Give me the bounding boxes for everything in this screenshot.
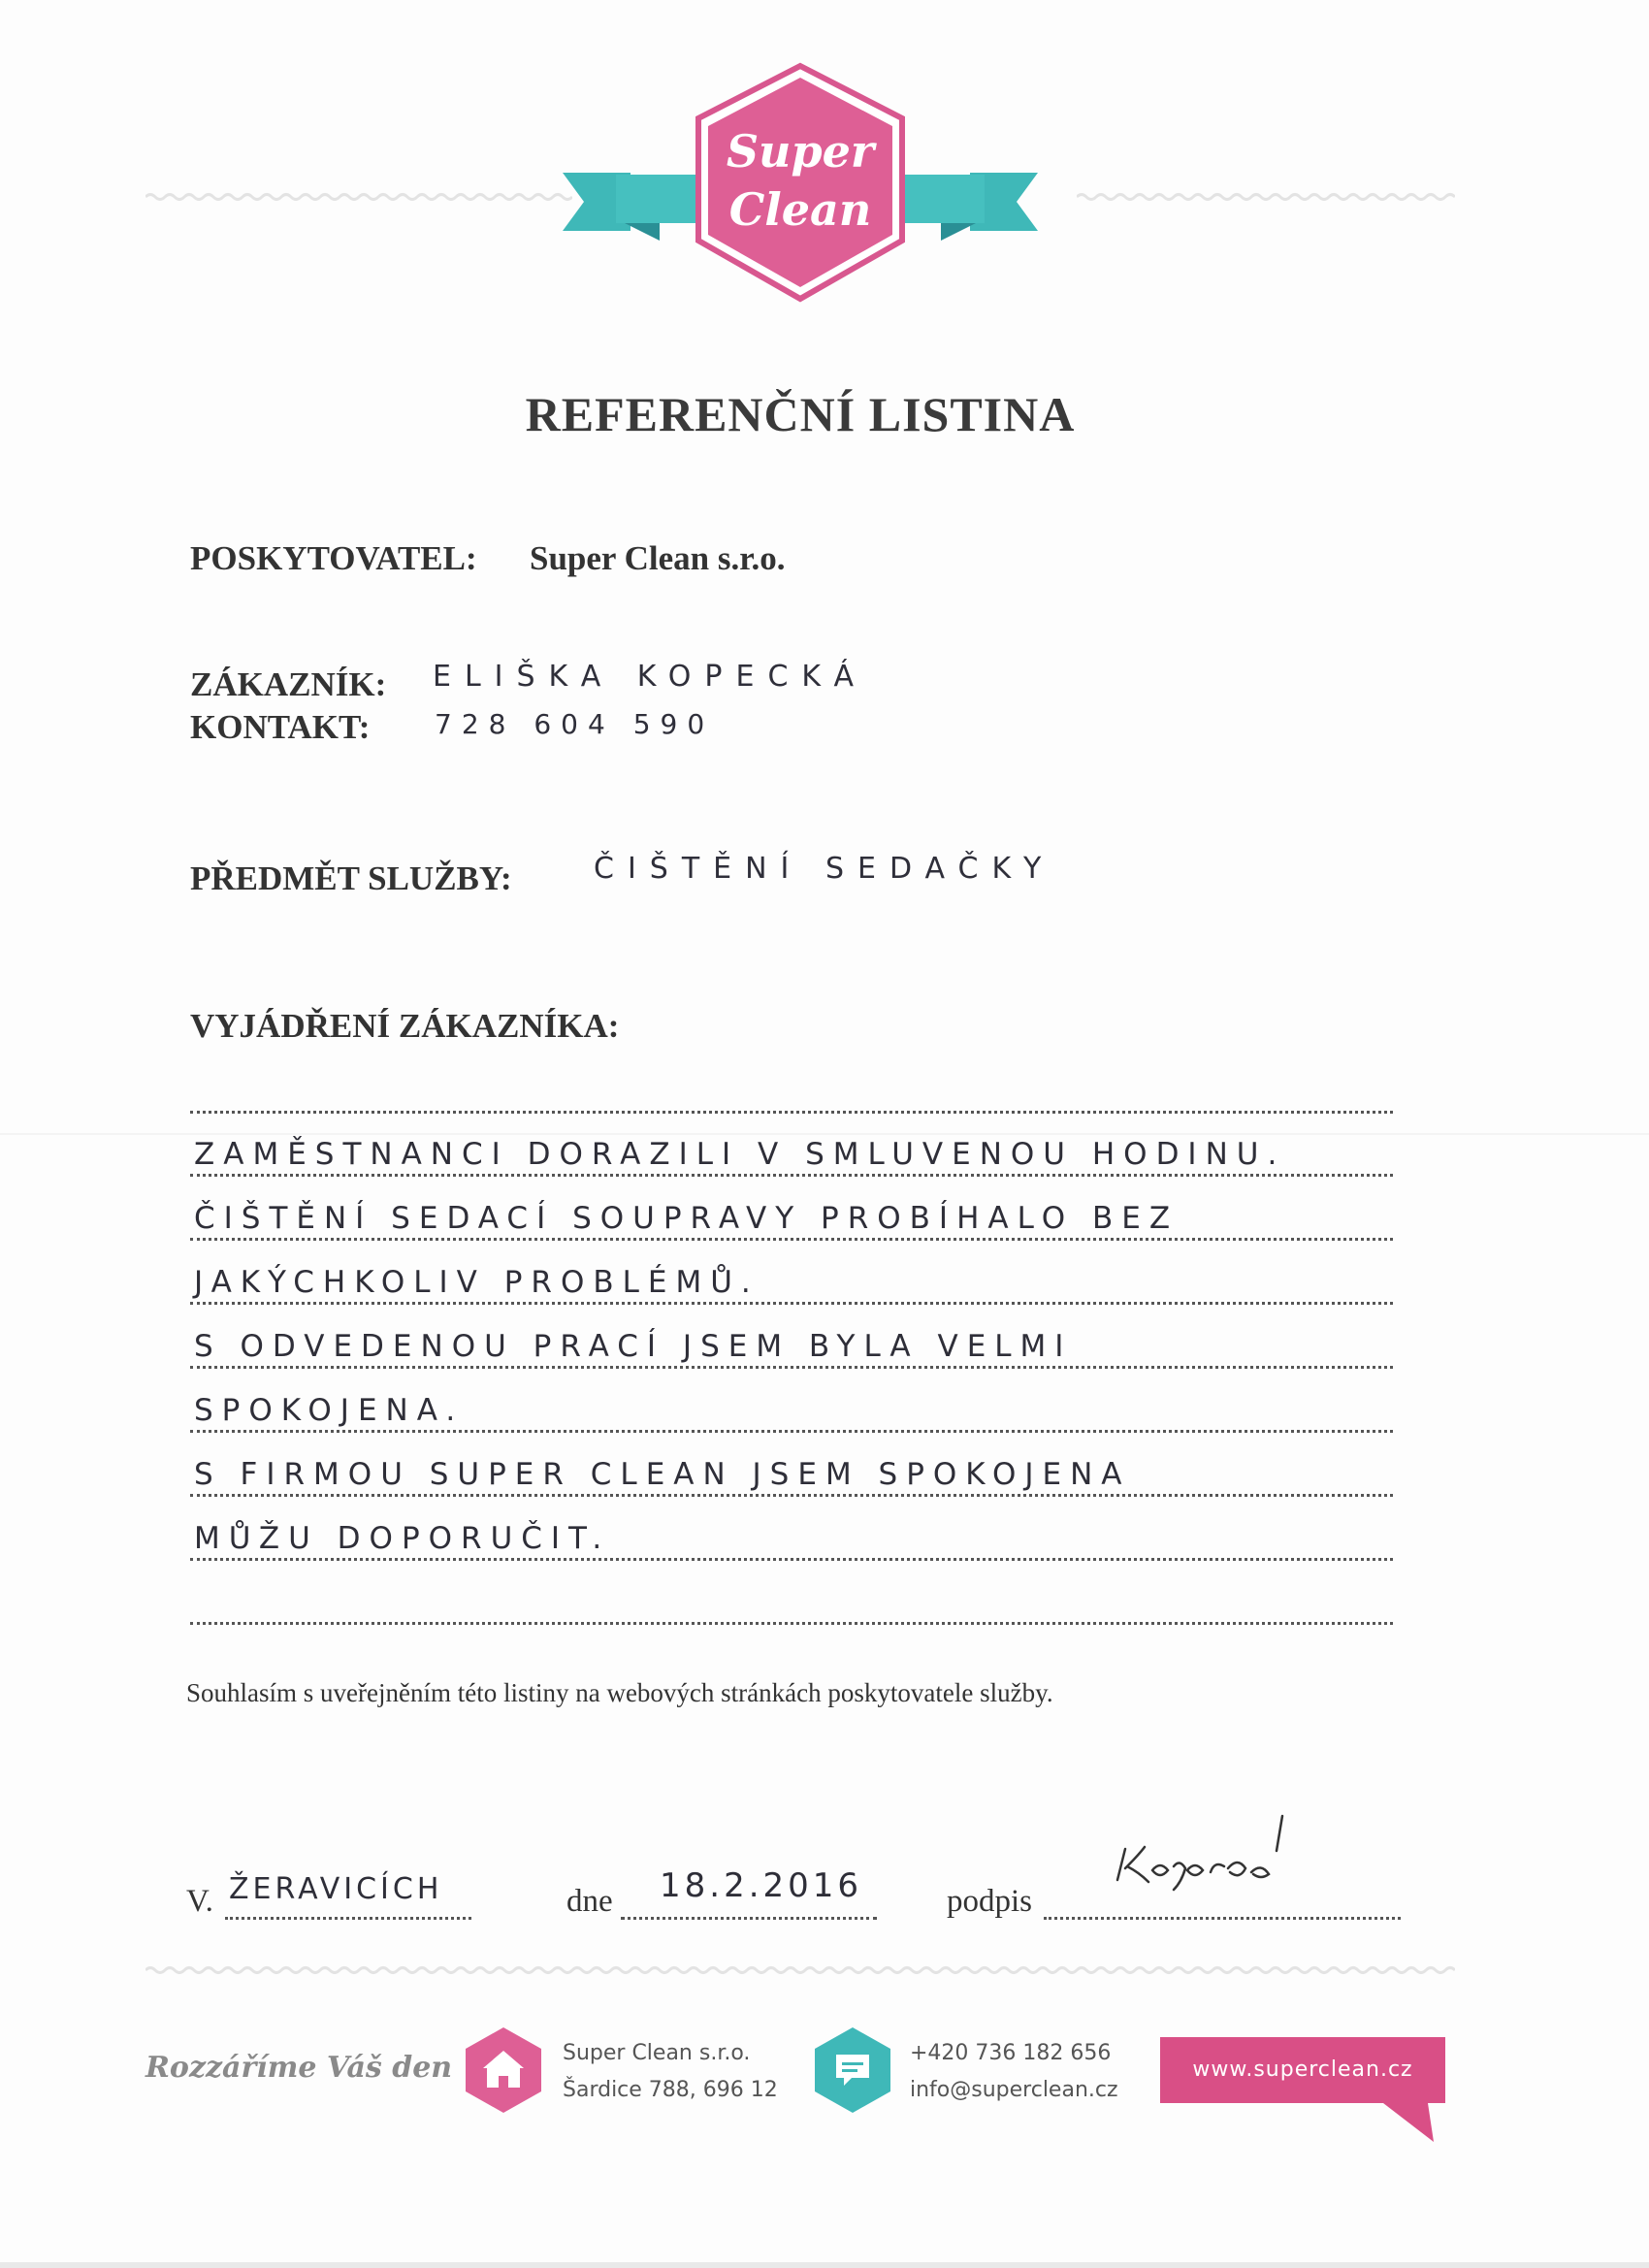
date-dots <box>621 1917 877 1920</box>
statement-line <box>190 1174 1393 1177</box>
chat-bubble-icon <box>813 2025 892 2115</box>
statement-line <box>190 1302 1393 1305</box>
statement-line <box>190 1622 1393 1625</box>
statement-line-text: JAKÝCHKOLIV PROBLÉMŮ. <box>194 1265 760 1300</box>
provider-label: POSKYTOVATEL: <box>190 539 477 577</box>
subject-value: ČIŠTĚNÍ SEDAČKY <box>594 852 1055 886</box>
signature-label: podpis <box>947 1884 1033 1919</box>
statement-line <box>190 1111 1393 1114</box>
paper-crease <box>0 1133 1649 1135</box>
statement-line <box>190 1366 1393 1369</box>
footer-wave <box>146 1963 1455 1977</box>
statement-line-text: ČIŠTĚNÍ SEDACÍ SOUPRAVY PROBÍHALO BEZ <box>194 1201 1180 1236</box>
statement-line-text: MŮŽU DOPORUČIT. <box>194 1521 611 1556</box>
place-dots <box>225 1917 471 1920</box>
footer-email[interactable]: info@superclean.cz <box>910 2078 1118 2102</box>
home-icon <box>464 2025 543 2115</box>
contact-value: 728 604 590 <box>435 708 715 740</box>
footer-contact <box>910 2035 1118 2109</box>
scan-edge <box>0 2262 1649 2268</box>
footer-phone[interactable]: +420 736 182 656 <box>910 2041 1112 2065</box>
statement-line <box>190 1494 1393 1497</box>
statement-label: VYJÁDŘENÍ ZÁKAZNÍKA: <box>190 1007 620 1045</box>
footer-slogan: Rozzáříme Váš den <box>146 2051 453 2085</box>
customer-value: ELIŠKA KOPECKÁ <box>433 660 868 694</box>
footer-company-address: Šardice 788, 696 12 <box>563 2078 778 2102</box>
date-value: 18.2.2016 <box>660 1866 863 1905</box>
website-link[interactable]: www.superclean.cz <box>1192 2057 1413 2082</box>
statement-line-text: ZAMĚSTNANCI DORAZILI V SMLUVENOU HODINU. <box>194 1137 1286 1172</box>
footer-company-name: Super Clean s.r.o. <box>563 2041 751 2065</box>
statement-line-text: S ODVEDENOU PRACÍ JSEM BYLA VELMI <box>194 1329 1073 1364</box>
logo-text-clean: Clean <box>728 183 872 236</box>
statement-line-text: S FIRMOU SUPER CLEAN JSEM SPOKOJENA <box>194 1457 1131 1492</box>
signature <box>1106 1812 1319 1899</box>
logo-text-super: Super <box>726 125 875 178</box>
statement-line <box>190 1430 1393 1433</box>
consent-text: Souhlasím s uveřejněním této listiny na webových stránkách poskytovatele služby. <box>186 1678 1053 1707</box>
header-wave-left <box>146 190 572 204</box>
place-label: V. <box>186 1884 213 1919</box>
subject-label: PŘEDMĚT SLUŽBY: <box>190 859 512 897</box>
statement-line-text: SPOKOJENA. <box>194 1393 465 1428</box>
footer-company <box>563 2035 778 2109</box>
page-title: REFERENČNÍ LISTINA <box>525 387 1076 441</box>
provider-value: Super Clean s.r.o. <box>530 539 786 577</box>
statement-line <box>190 1558 1393 1561</box>
contact-label: KONTAKT: <box>190 708 371 746</box>
super-clean-logo <box>563 58 1038 310</box>
signature-dots <box>1044 1917 1401 1920</box>
place-value: ŽERAVICÍCH <box>229 1872 443 1906</box>
header-wave-right <box>1077 190 1455 204</box>
date-label: dne <box>566 1884 613 1919</box>
customer-label: ZÁKAZNÍK: <box>190 665 387 703</box>
statement-line <box>190 1238 1393 1241</box>
